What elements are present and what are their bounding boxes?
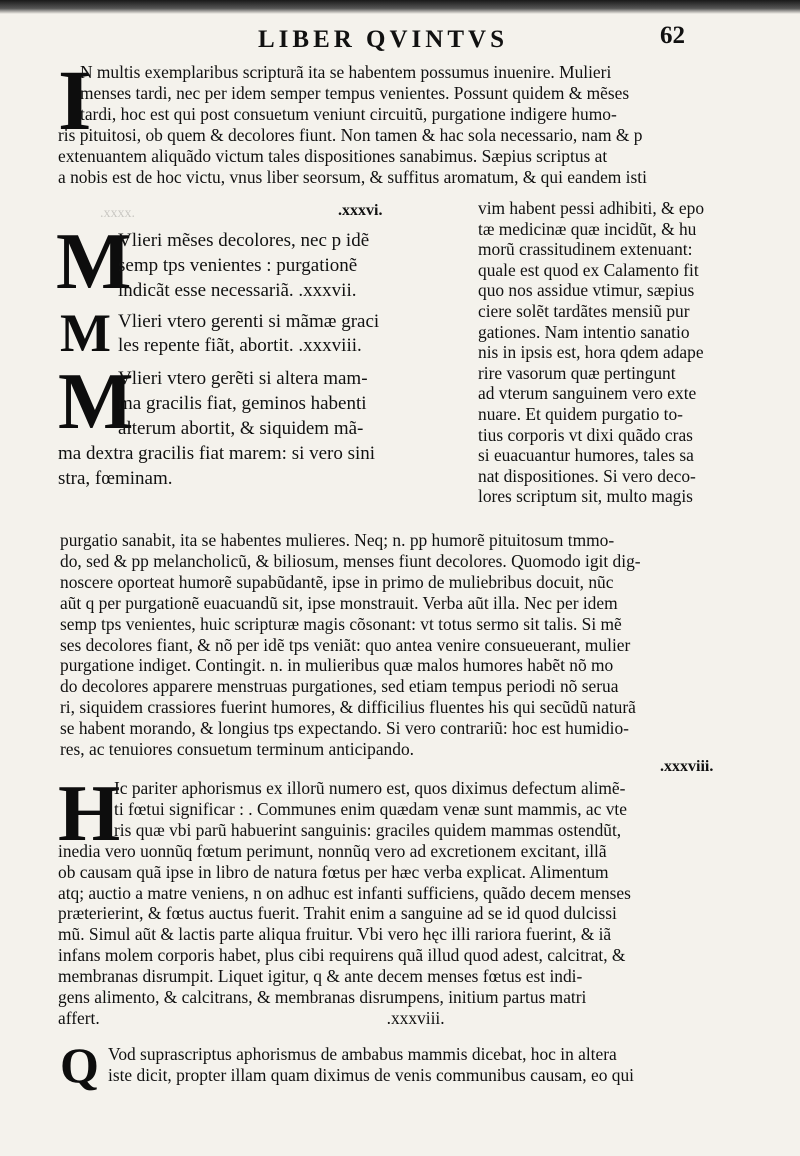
aphorism-number: .xxxviii. — [660, 758, 714, 775]
commentary-line: do decolores apparere menstruas purgationes, sed etiam tempus periodi nõ serua — [60, 676, 619, 697]
commentary-line: semp tps venientes, huic scripturæ magis cõsonant: vt totus sermo sit talis. Si mẽ — [60, 613, 622, 634]
intro-line: menses tardi, nec per idem semper tempus venientes. Possunt quidem & mẽses — [80, 82, 630, 103]
intro-line: extenuantem aliquãdo victum tales dispositiones sanabimus. Sæpius scriptus at — [58, 145, 608, 166]
right-column-line: nis in ipsis est, hora qdem adape — [478, 342, 704, 363]
running-title: LIBER QVINTVS — [258, 26, 508, 53]
right-column-line: morũ crassitudinem extenuant: — [478, 239, 693, 260]
aphorism-line: indicãt esse necessariã. .xxxvii. — [118, 280, 357, 301]
commentary-line: inedia vero uonnũq fœtum perimunt, nonnũq vero ad excretionem excitant, illã — [58, 840, 607, 861]
aphorism-number: .xxxvi. — [338, 202, 383, 219]
intro-paragraph — [58, 52, 738, 187]
commentary-line: infans molem corporis habet, plus cibi requirens quã illud quod adest, calcitrat, & — [58, 945, 626, 966]
aphorism-line: Vlieri vtero gerẽti si altera mam- — [118, 368, 368, 389]
commentary-line: ris quæ vbi parũ habuerint sanguinis: graciles quidem mammas ostendũt, — [114, 819, 622, 840]
intro-line: tardi, hoc est qui post consuetum veniunt circuitũ, purgatione indigere humo- — [80, 103, 617, 124]
commentary-line: præterierint, & fœtus auctus fuerit. Trahit enim a sanguine ad se id quod dulcissi — [58, 903, 617, 924]
aphorism-line: alterum abortit, & siquidem mã- — [118, 418, 364, 439]
aphorism-xxxvii — [118, 228, 458, 303]
right-column-line: nuare. Et quidem purgatio to- — [478, 403, 683, 424]
dropcap-m: M — [56, 218, 132, 306]
dropcap-i: I — [58, 52, 92, 148]
commentary-line: affert. .xxxviii. — [58, 1007, 445, 1028]
right-column-line: lores scriptum sit, multo magis — [478, 486, 693, 507]
right-column-commentary — [478, 198, 742, 507]
commentary-line: ri, siquidem crassiores fuerint humores, & difficilius fluentes his qui secũdũ naturã — [60, 697, 636, 718]
commentary-paragraph — [58, 778, 742, 1029]
aphorism-xxxix — [58, 366, 458, 491]
commentary-line: noscere oporteat humorẽ supabũdantẽ, ipse in primo de muliebribus docuit, nũc — [60, 571, 614, 592]
commentary-line: Ic pariter aphorismus ex illorũ numero est, quos diximus defectum alimẽ- — [114, 778, 626, 798]
commentary-line: mũ. Simul aũt & lactis parte aliqua fruitur. Vbi vero hęc illi rariora fuerint, & iã — [58, 924, 612, 945]
dropcap-h: H — [58, 770, 121, 858]
commentary-line: membranas disrumpit. Liquet igitur, q & ante decem menses fœtus est indi- — [58, 966, 583, 987]
dropcap-q: Q — [60, 1037, 99, 1093]
show-through-text: .xxxx. — [100, 206, 135, 221]
page-top-shadow — [0, 0, 800, 14]
commentary-line: purgatio sanabit, ita se habentes mulieres. Neq; n. pp humorẽ pituitosum tmmo- — [60, 530, 615, 550]
dropcap-m: M — [60, 303, 111, 363]
right-column-line: si euacuantur humores, tales sa — [478, 445, 694, 466]
commentary-line: Vod suprascriptus aphorismus de ambabus mammis dicebat, hoc in altera — [108, 1044, 617, 1064]
aphorism-line: Vlieri mẽses decolores, nec p idẽ — [118, 230, 370, 251]
commentary-line: aũt q per purgationẽ euacuandũ sit, ipse monstrauit. Verba aũt illa. Nec per idem — [60, 592, 618, 613]
commentary-line: se habent morando, & longius tps expectando. Si vero contrariũ: hoc est humidio- — [60, 718, 629, 739]
dropcap-m: M — [58, 358, 134, 446]
right-column-line: quo nos assidue vtimur, sæpius — [478, 280, 695, 301]
commentary-line: gens alimento, & calcitrans, & membranas disrumpens, initium partus matri — [58, 987, 587, 1008]
right-column-line: tius corporis vt dixi quãdo cras — [478, 424, 693, 445]
right-column-line: tæ medicinæ quæ incidũt, & hu — [478, 218, 697, 239]
right-column-line: vim habent pessi adhibiti, & epo — [478, 198, 705, 218]
commentary-line: iste dicit, propter illam quam diximus de venis communibus causam, eo qui — [108, 1064, 634, 1085]
commentary-line: ses decolores fiant, & nõ per idẽ tps veniãt: quo antea venire consueuerant, mulier — [60, 634, 631, 655]
right-column-line: gationes. Nam intentio sanatio — [478, 321, 690, 342]
commentary-line: purgatione indiget. Contingit. n. in mulieribus quæ malos humores habẽt nõ mo — [60, 655, 614, 676]
commentary-line: do, sed & pp melancholicũ, & biliosum, menses fiunt decolores. Quomodo igit dig- — [60, 550, 641, 571]
aphorism-line: semp tps venientes : purgationẽ — [118, 255, 358, 276]
commentary-paragraph — [60, 530, 744, 760]
aphorism-line: ma gracilis fiat, geminos habenti — [118, 393, 367, 414]
aphorism-xxxviii — [118, 310, 458, 358]
folio-number: 62 — [660, 22, 685, 49]
intro-line: ris pituitosi, ob quem & decolores fiunt. Non tamen & hac sola necessario, nam & p — [58, 124, 643, 145]
right-column-line: nat dispositiones. Si vero deco- — [478, 465, 696, 486]
commentary-line: atq; auctio a matre veniens, n on adhuc est infanti sufficiens, quãdo decem menses — [58, 882, 631, 903]
aphorism-line: les repente fiãt, abortit. .xxxviii. — [118, 335, 362, 356]
aphorism-line: Vlieri vtero gerenti si mãmæ graci — [118, 311, 380, 332]
right-column-line: rire vasorum quæ pertingunt — [478, 362, 676, 383]
intro-line: a nobis est de hoc victu, vnus liber seorsum, & suffitus aromatum, & qui eandem isti — [58, 166, 647, 187]
commentary-line: res, ac tenuiores consuetum terminum anticipando. — [60, 739, 414, 760]
intro-line: N multis exemplaribus scripturã ita se habentem possumus inuenire. Mulieri — [80, 62, 612, 82]
right-column-line: quale est quod ex Calamento fit — [478, 259, 699, 280]
commentary-line: ti fœtui significar : . Communes enim quædam venæ sunt mammis, ac vte — [114, 798, 627, 819]
commentary-line: ob causam quã ipse in libro de natura fœtus per hæc verba explicat. Alimentum — [58, 861, 609, 882]
commentary-paragraph — [108, 1044, 744, 1086]
aphorism-line: stra, fœminam. — [58, 468, 173, 489]
right-column-line: ciere solẽt tardãtes mensiũ pur — [478, 300, 690, 321]
right-column-line: ad vterum sanguinem vero exte — [478, 383, 697, 404]
aphorism-line: ma dextra gracilis fiat marem: si vero sini — [58, 443, 376, 464]
